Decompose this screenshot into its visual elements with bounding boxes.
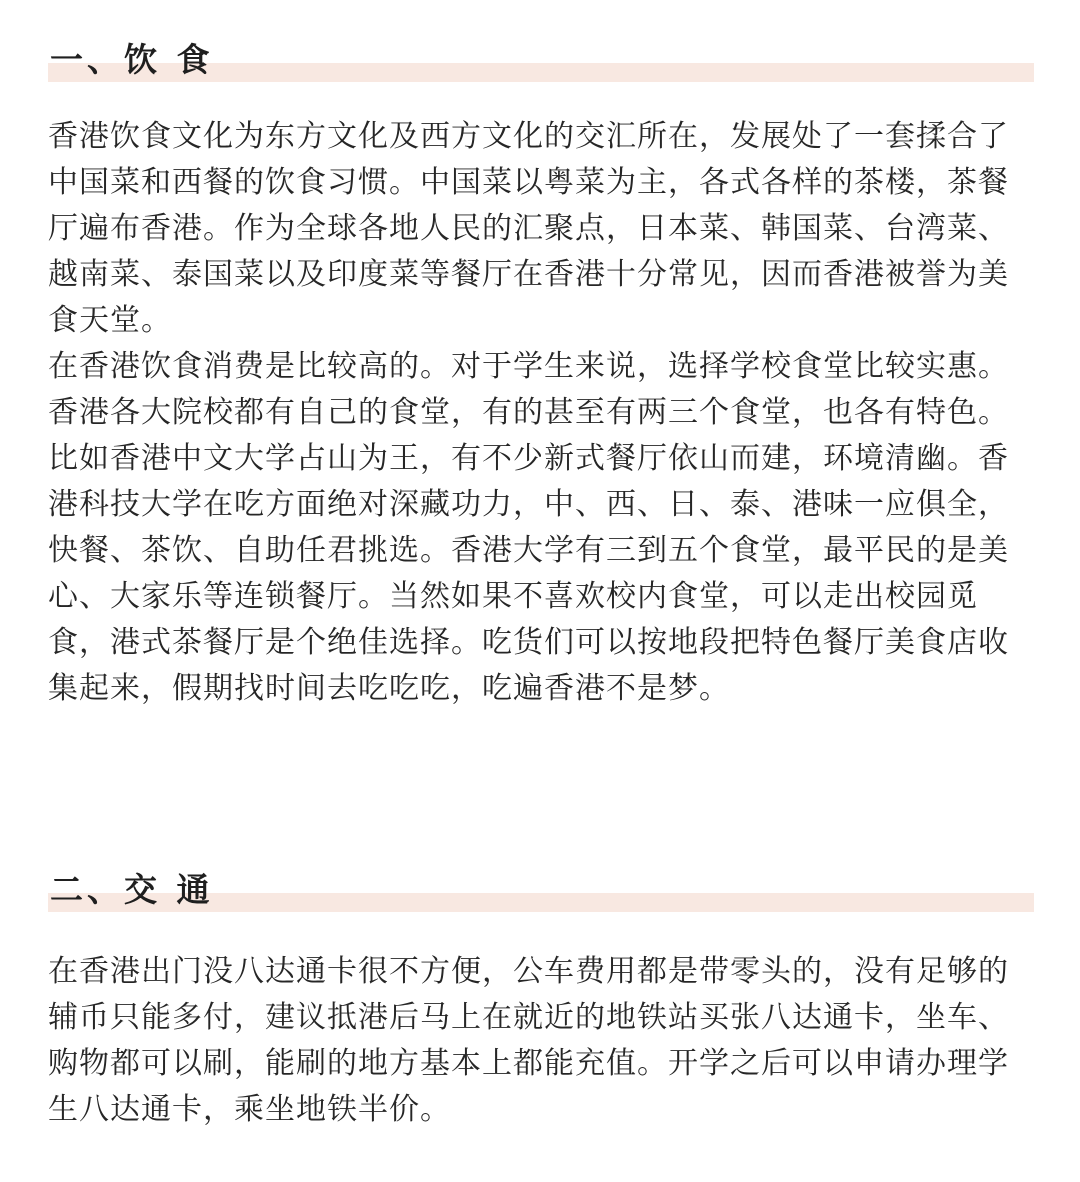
section-heading-food: [48, 38, 1034, 84]
section-body-food: [48, 114, 1034, 712]
section-transport: [48, 868, 1034, 1133]
section-body-transport: [48, 949, 1034, 1133]
heading-text: 二、交 通: [50, 870, 214, 909]
paragraph: 香港饮食文化为东方文化及西方文化的交汇所在，发展处了一套揉合了中国菜和西餐的饮食习惯。中国菜以粤菜为主，各式各样的茶楼，茶餐厅遍布香港。作为全球各地人民的汇聚点，日本菜、韩国菜、台湾菜、越南菜、泰国菜以及印度菜等餐厅在香港十分常见，因而香港被誉为美食天堂。: [48, 119, 1009, 338]
section-heading-transport: [48, 868, 1034, 914]
section-food: [48, 38, 1034, 712]
paragraph: 在香港饮食消费是比较高的。对于学生来说，选择学校食堂比较实惠。香港各大院校都有自己的食堂，有的甚至有两三个食堂，也各有特色。比如香港中文大学占山为王，有不少新式餐厅依山而建，环境清幽。香港科技大学在吃方面绝对深藏功力，中、西、日、泰、港味一应俱全，快餐、茶饮、自助任君挑选。香港大学有三到五个食堂，最平民的是美心、大家乐等连锁餐厅。当然如果不喜欢校内食堂，可以走出校园觅食，港式茶餐厅是个绝佳选择。吃货们可以按地段把特色餐厅美食店收集起来，假期找时间去吃吃吃，吃遍香港不是梦。: [48, 349, 1009, 706]
paragraph: 在香港出门没八达通卡很不方便，公车费用都是带零头的，没有足够的辅币只能多付，建议抵港后马上在就近的地铁站买张八达通卡，坐车、购物都可以刷，能刷的地方基本上都能充值。开学之后可以申请办理学生八达通卡，乘坐地铁半价。: [48, 954, 1009, 1127]
heading-text: 一、饮 食: [50, 40, 214, 79]
